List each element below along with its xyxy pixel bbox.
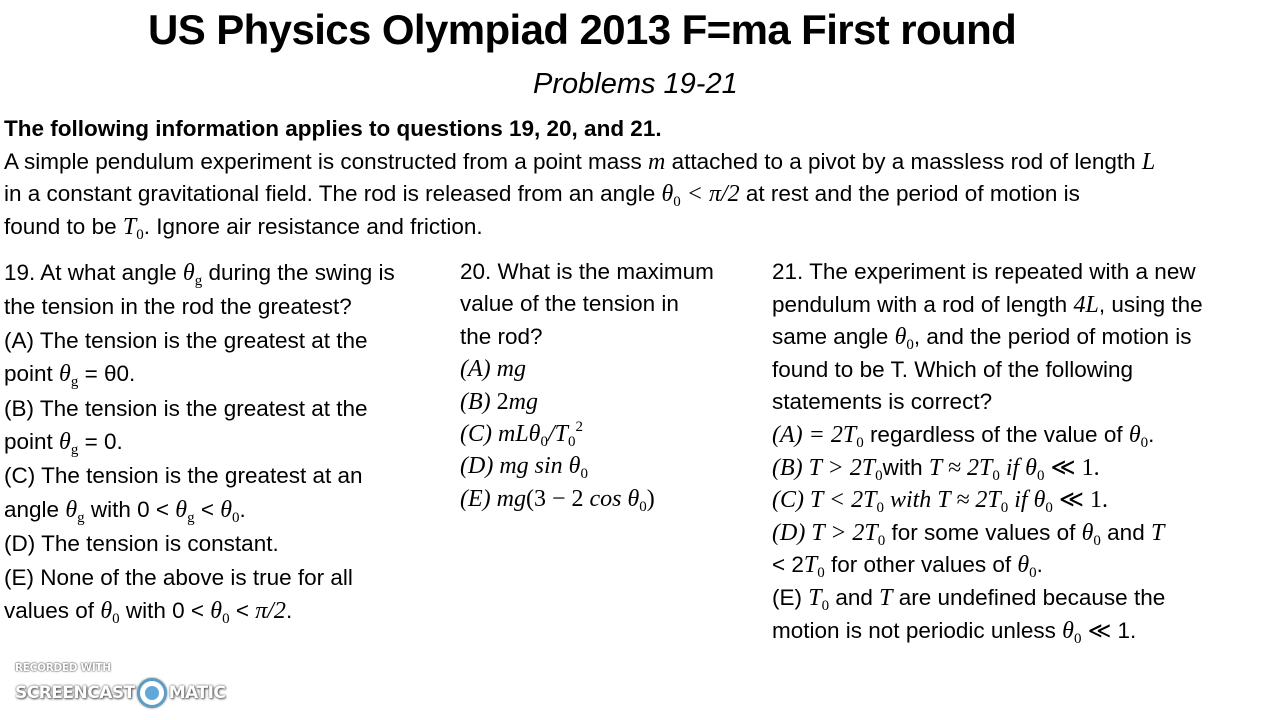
slide-title: US Physics Olympiad 2013 F=ma First round [148,6,1017,53]
q20-option-b: (B) 2mg [460,388,538,415]
text: . Ignore air resistance and friction. [143,213,483,239]
watermark-screencast: SCREENCAST [15,683,135,703]
q21-stem-line-4: found to be T. Which of the following [772,356,1134,382]
q19-option-e: (E) None of the above is true for all [4,564,353,590]
question-20 [460,256,760,515]
screencast-watermark [15,660,235,710]
text: in a constant gravitational field. The rod is released from an angle [4,181,662,206]
q20-option-c: (C) $mL\theta_0/T_0^2$ [460,419,583,451]
text: at rest and the period of motion is [739,181,1080,206]
q19-option-c-cont: angle $\theta_g$ with $0 < \theta_g < \theta_0$. [4,496,246,526]
intro-line-1 [4,146,1280,179]
question-21 [772,256,1277,647]
q20-option-e: (E) mg(3 − 2 $\cos \theta_0$) [460,485,655,515]
math-m: m [648,148,666,175]
q21-option-d-cont: < $2T_0$ for other values of $\theta_0$. [772,552,1043,582]
math-L: L [1141,148,1156,175]
q20-option-a: (A) mg [460,356,526,383]
q21-option-b: (B) $T > 2T_0with$ $T \approx 2T_0$ if $\theta_0$ ≪ 1. [772,454,1100,484]
q19-option-b: (B) The tension is the greatest at the [4,395,368,421]
text: found to be [4,213,123,239]
math-theta0: $\theta_0$ [661,181,681,210]
math-relation: < π/2 [680,181,740,207]
q21-option-a: $(A) = 2T_0$ regardless of the value of $\theta_0$. [772,421,1155,451]
q19-option-e-cont: values of $\theta_0$ with $0 < \theta_0 < \pi/2$. [4,598,293,628]
q21-stem-line-3: same angle $\theta_0$, and the period of motion is [772,324,1192,354]
intro-lead: The following information applies to questions 19, 20, and 21. [4,116,662,141]
q20-stem-line-3: the rod? [460,323,543,349]
q21-stem-line-5: statements is correct? [772,389,993,415]
screencast-logo-icon [137,678,167,708]
intro-line-2 [4,178,1280,211]
q21-option-d: (D) $T > 2T_0$ for some values of $\theta_0$ and T [772,519,1165,549]
q20-stem-line-2: value of the tension in [460,291,679,317]
math-T0: $T_0$ [122,213,144,243]
q19-option-a: (A) The tension is the greatest at the [4,327,368,353]
intro-line-3 [4,211,1280,244]
q19-option-a-cont: point $\theta_g = \theta 0$. [4,361,136,391]
q21-stem-line-2: pendulum with a rod of length 4L, using the [772,291,1203,318]
text: A simple pendulum experiment is constructed from a point mass [4,148,649,174]
q19-stem-line-2: the tension in the rod the greatest? [4,294,352,320]
q20-stem-line-1: 20. What is the maximum [460,259,714,284]
question-19 [4,256,444,628]
q21-option-c: (C) $T < 2T_0$ with $T \approx 2T_0$ if $\theta_0$ ≪ 1. [772,487,1108,517]
q19-option-b-cont: point $\theta_g = 0$. [4,429,123,459]
watermark-brand [15,676,235,710]
text: attached to a pivot by a massless rod of length [665,148,1142,174]
q19-option-d: (D) The tension is constant. [4,531,279,557]
q21-option-e-cont: motion is not periodic unless $\theta_0$ ≪ 1. [772,617,1137,647]
watermark-recorded-with: RECORDED WITH [15,662,111,674]
q21-option-e: (E) $T_0$ and T are undefined because the [772,584,1166,614]
q20-option-d: (D) mg $\sin \theta_0$ [460,453,588,483]
watermark-matic: MATIC [168,683,226,703]
q21-stem-line-1: 21. The experiment is repeated with a new [772,259,1196,284]
q19-option-c: (C) The tension is the greatest at an [4,463,363,489]
q19-stem-line-1: 19. At what angle $\theta_g$ during the swing is [4,260,395,289]
slide-subtitle: Problems 19-21 [533,68,738,100]
intro-paragraph [4,113,1280,243]
